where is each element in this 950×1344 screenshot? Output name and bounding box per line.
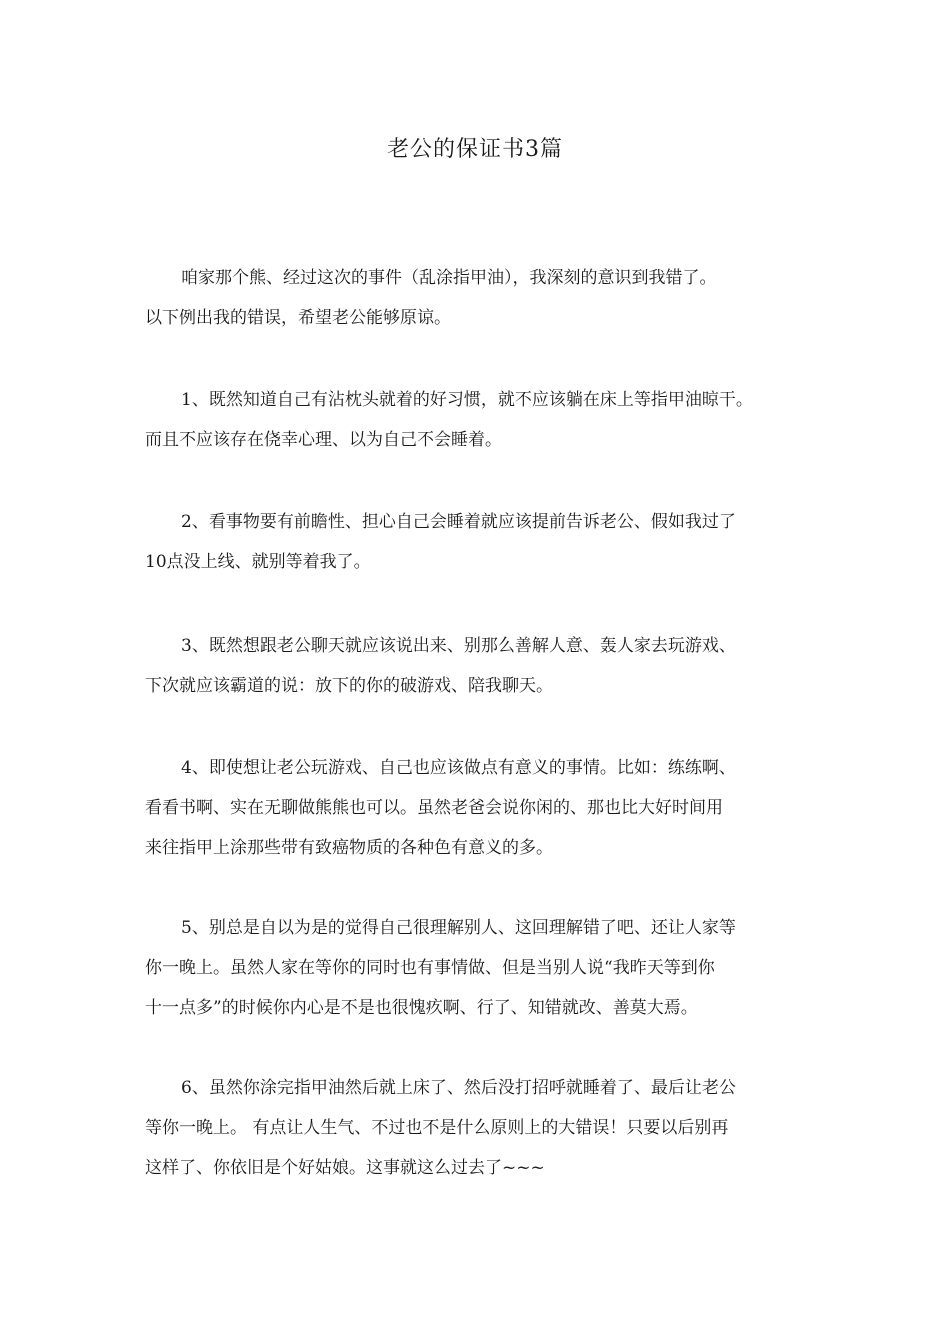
paragraph-line: 而且不应该存在侥幸心理、以为自己不会睡着。 (145, 430, 502, 450)
paragraph-line: 你一晚上。虽然人家在等你的同时也有事情做、但是当别人说“我昨天等到你 (145, 958, 715, 978)
paragraph-line: 下次就应该霸道的说：放下的你的破游戏、陪我聊天。 (145, 676, 553, 696)
item-paragraph-1 (145, 380, 825, 460)
paragraph-line: 5、别总是自以为是的觉得自己很理解别人、这回理解错了吧、还让人家等 (181, 918, 736, 938)
paragraph-line: 来往指甲上涂那些带有致癌物质的各种色有意义的多。 (145, 838, 553, 858)
paragraph-line: 十一点多”的时候你内心是不是也很愧疚啊、行了、知错就改、善莫大焉。 (145, 998, 698, 1018)
document-title: 老公的保证书3篇 (387, 137, 563, 162)
item-paragraph-6 (145, 1068, 825, 1188)
paragraph-line: 以下例出我的错误，希望老公能够原谅。 (145, 308, 451, 328)
paragraph-line: 1、既然知道自己有沾枕头就着的好习惯，就不应该躺在床上等指甲油晾干。 (181, 390, 753, 410)
item-paragraph-2 (145, 502, 825, 582)
item-paragraph-3 (145, 626, 825, 706)
paragraph-line: 咱家那个熊、经过这次的事件（乱涂指甲油），我深刻的意识到我错了。 (181, 268, 717, 288)
paragraph-line: 3、既然想跟老公聊天就应该说出来、别那么善解人意、轰人家去玩游戏、 (181, 636, 736, 656)
paragraph-line: 6、虽然你涂完指甲油然后就上床了、然后没打招呼就睡着了、最后让老公 (181, 1078, 736, 1098)
paragraph-line: 这样了、你依旧是个好姑娘。这事就这么过去了~~~ (145, 1158, 545, 1178)
paragraph-line: 4、即使想让老公玩游戏、自己也应该做点有意义的事情。比如：练练啊、 (181, 758, 736, 778)
paragraph-line: 等你一晚上。 有点让人生气、不过也不是什么原则上的大错误！只要以后别再 (145, 1118, 729, 1138)
item-paragraph-5 (145, 908, 825, 1028)
paragraph-line: 2、看事物要有前瞻性、担心自己会睡着就应该提前告诉老公、假如我过了 (181, 512, 736, 532)
intro-paragraph (145, 258, 825, 338)
item-paragraph-4 (145, 748, 825, 868)
paragraph-line: 看看书啊、实在无聊做熊熊也可以。虽然老爸会说你闲的、那也比大好时间用 (145, 798, 723, 818)
paragraph-line: 10点没上线、就别等着我了。 (145, 552, 371, 572)
